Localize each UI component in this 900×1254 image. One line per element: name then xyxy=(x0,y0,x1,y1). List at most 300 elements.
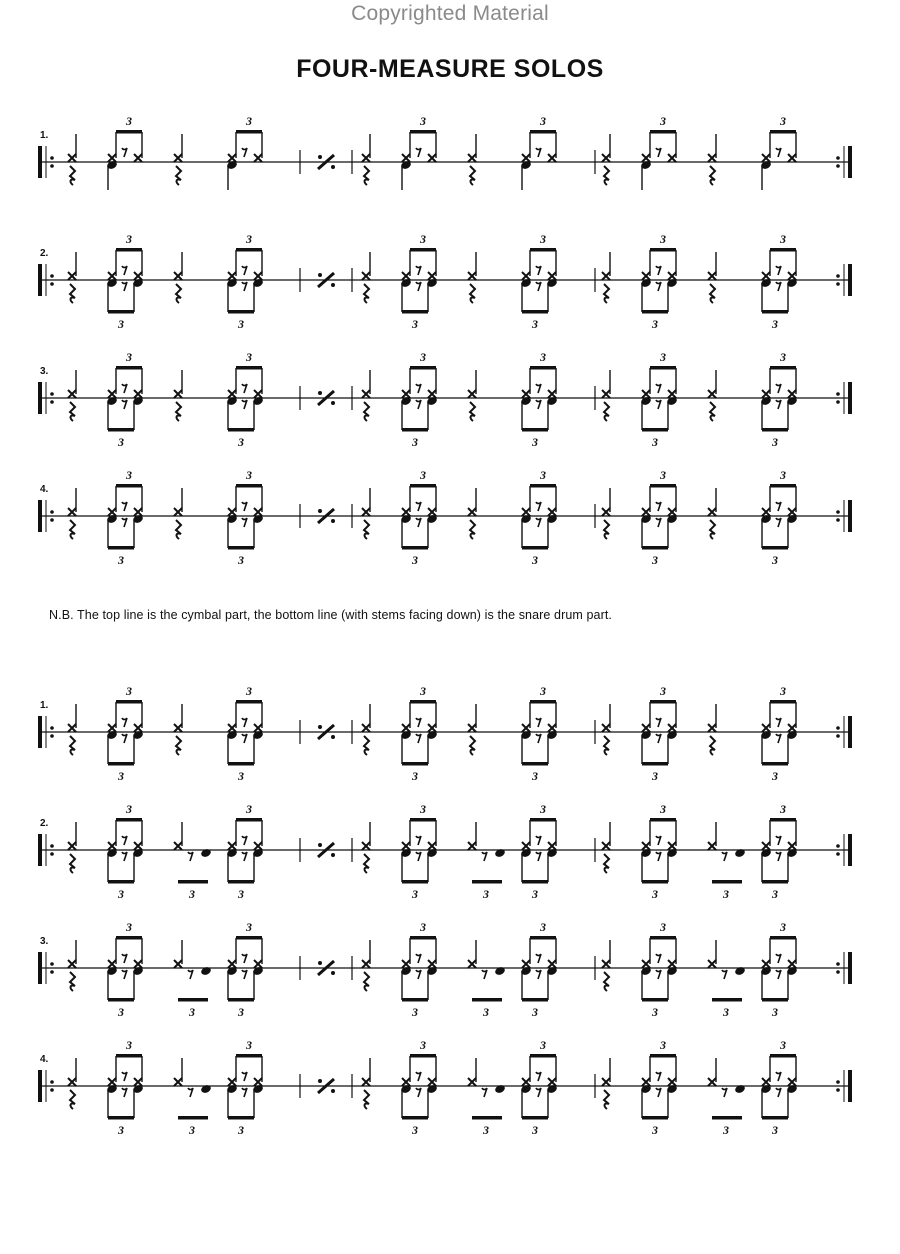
cymbal-x-notehead xyxy=(468,724,476,732)
solo-line-b3 xyxy=(0,916,900,1026)
cymbal-x-notehead xyxy=(174,154,182,162)
triplet-number: 3 xyxy=(780,920,786,934)
triplet-number: 3 xyxy=(780,468,786,482)
repeat-dot xyxy=(50,962,54,966)
triplet-number: 3 xyxy=(652,1005,658,1019)
triplet-number: 3 xyxy=(189,1123,195,1137)
cymbal-x-notehead xyxy=(428,1078,436,1086)
cymbal-beam xyxy=(236,248,262,252)
triplet-number: 3 xyxy=(118,769,124,783)
triplet-number: 3 xyxy=(772,317,778,331)
snare-beam xyxy=(762,310,788,314)
solo-line-b1 xyxy=(0,680,900,790)
quarter-rest xyxy=(604,736,609,755)
cymbal-beam xyxy=(530,484,556,488)
quarter-rest xyxy=(364,284,369,303)
snare-beam xyxy=(228,1116,254,1120)
eighth-rest xyxy=(656,282,661,291)
cymbal-x-notehead xyxy=(362,724,370,732)
quarter-rest xyxy=(70,520,75,539)
eighth-rest xyxy=(536,970,541,979)
cymbal-x-notehead xyxy=(254,1078,262,1086)
eighth-rest xyxy=(482,1088,487,1097)
snare-beam xyxy=(108,428,134,432)
quarter-rest xyxy=(70,736,75,755)
quarter-rest xyxy=(604,166,609,185)
triplet-number: 3 xyxy=(412,769,418,783)
solo-line-a4 xyxy=(0,464,900,574)
snare-beam xyxy=(228,762,254,766)
eighth-rest xyxy=(122,1088,127,1097)
cymbal-x-notehead xyxy=(362,154,370,162)
cymbal-x-notehead xyxy=(602,272,610,280)
cymbal-x-notehead xyxy=(228,154,236,162)
cymbal-x-notehead xyxy=(668,272,676,280)
cymbal-x-notehead xyxy=(468,1078,476,1086)
eighth-rest xyxy=(536,266,541,275)
eighth-rest xyxy=(122,282,127,291)
snare-beam xyxy=(178,1116,208,1120)
snare-beam xyxy=(472,998,502,1002)
triplet-number: 3 xyxy=(772,435,778,449)
cymbal-x-notehead xyxy=(228,724,236,732)
quarter-rest xyxy=(710,520,715,539)
cymbal-beam xyxy=(410,818,436,822)
eighth-rest xyxy=(242,384,247,393)
repeat-dot xyxy=(836,852,840,856)
line-number: 3. xyxy=(40,366,49,377)
cymbal-beam xyxy=(650,130,676,134)
cymbal-beam xyxy=(116,936,142,940)
cymbal-x-notehead xyxy=(788,390,796,398)
triplet-number: 3 xyxy=(780,1038,786,1052)
cymbal-x-notehead xyxy=(134,842,142,850)
eighth-rest xyxy=(656,400,661,409)
cymbal-x-notehead xyxy=(362,842,370,850)
quarter-rest xyxy=(70,972,75,991)
eighth-rest xyxy=(536,282,541,291)
triplet-number: 3 xyxy=(412,317,418,331)
cymbal-x-notehead xyxy=(468,390,476,398)
cymbal-x-notehead xyxy=(254,154,262,162)
triplet-number: 3 xyxy=(660,1038,666,1052)
cymbal-x-notehead xyxy=(228,842,236,850)
triplet-number: 3 xyxy=(483,1123,489,1137)
cymbal-x-notehead xyxy=(134,724,142,732)
triplet-number: 3 xyxy=(118,1123,124,1137)
cymbal-x-notehead xyxy=(402,508,410,516)
triplet-number: 3 xyxy=(126,350,132,364)
cymbal-x-notehead xyxy=(402,842,410,850)
cymbal-x-notehead xyxy=(602,842,610,850)
cymbal-x-notehead xyxy=(402,960,410,968)
triplet-number: 3 xyxy=(238,317,244,331)
measure-repeat-dot xyxy=(318,509,322,513)
cymbal-beam xyxy=(530,936,556,940)
quarter-rest xyxy=(364,736,369,755)
eighth-rest xyxy=(536,734,541,743)
cymbal-x-notehead xyxy=(468,508,476,516)
snare-beam xyxy=(642,998,668,1002)
cymbal-beam xyxy=(770,484,796,488)
eighth-rest xyxy=(122,400,127,409)
repeat-dot xyxy=(50,970,54,974)
eighth-rest xyxy=(242,734,247,743)
eighth-rest xyxy=(536,518,541,527)
cymbal-beam xyxy=(650,484,676,488)
triplet-number: 3 xyxy=(420,350,426,364)
note-text: N.B. The top line is the cymbal part, the bottom line (with stems facing down) is the snare drum part. xyxy=(49,608,612,622)
triplet-number: 3 xyxy=(126,1038,132,1052)
cymbal-x-notehead xyxy=(708,1078,716,1086)
quarter-rest xyxy=(364,1090,369,1109)
triplet-number: 3 xyxy=(660,802,666,816)
cymbal-x-notehead xyxy=(602,1078,610,1086)
snare-beam xyxy=(228,880,254,884)
cymbal-beam xyxy=(530,700,556,704)
cymbal-x-notehead xyxy=(668,390,676,398)
eighth-rest xyxy=(416,1072,421,1081)
cymbal-x-notehead xyxy=(402,1078,410,1086)
triplet-number: 3 xyxy=(246,350,252,364)
cymbal-beam xyxy=(116,818,142,822)
eighth-rest xyxy=(656,954,661,963)
measure-repeat-dot xyxy=(318,1079,322,1083)
cymbal-x-notehead xyxy=(174,390,182,398)
quarter-rest xyxy=(176,520,181,539)
snare-beam xyxy=(108,546,134,550)
cymbal-x-notehead xyxy=(548,390,556,398)
cymbal-beam xyxy=(236,818,262,822)
cymbal-x-notehead xyxy=(362,390,370,398)
cymbal-x-notehead xyxy=(548,842,556,850)
snare-beam xyxy=(402,880,428,884)
cymbal-beam xyxy=(770,130,796,134)
eighth-rest xyxy=(536,502,541,511)
cymbal-x-notehead xyxy=(762,1078,770,1086)
quarter-rest xyxy=(364,520,369,539)
cymbal-x-notehead xyxy=(762,842,770,850)
triplet-number: 3 xyxy=(532,317,538,331)
measure-repeat-dot xyxy=(318,273,322,277)
triplet-number: 3 xyxy=(412,553,418,567)
eighth-rest xyxy=(536,148,541,157)
repeat-dot xyxy=(50,274,54,278)
triplet-number: 3 xyxy=(246,920,252,934)
cymbal-x-notehead xyxy=(522,960,530,968)
cymbal-x-notehead xyxy=(428,508,436,516)
triplet-number: 3 xyxy=(540,802,546,816)
triplet-number: 3 xyxy=(246,684,252,698)
snare-beam xyxy=(472,880,502,884)
cymbal-x-notehead xyxy=(602,154,610,162)
repeat-dot xyxy=(50,726,54,730)
measure-repeat-dot xyxy=(331,971,335,975)
snare-beam xyxy=(108,762,134,766)
repeat-dot xyxy=(836,392,840,396)
triplet-number: 3 xyxy=(660,232,666,246)
triplet-number: 3 xyxy=(412,435,418,449)
repeat-dot xyxy=(50,400,54,404)
eighth-rest xyxy=(122,384,127,393)
triplet-number: 3 xyxy=(238,769,244,783)
eighth-rest xyxy=(242,282,247,291)
cymbal-x-notehead xyxy=(762,154,770,162)
cymbal-x-notehead xyxy=(642,154,650,162)
measure-repeat-dot xyxy=(331,283,335,287)
triplet-number: 3 xyxy=(540,684,546,698)
quarter-rest xyxy=(604,854,609,873)
cymbal-x-notehead xyxy=(548,272,556,280)
quarter-rest xyxy=(70,854,75,873)
measure-repeat-dot xyxy=(331,401,335,405)
cymbal-x-notehead xyxy=(468,960,476,968)
solo-line-a1 xyxy=(0,110,900,220)
cymbal-beam xyxy=(650,248,676,252)
quarter-rest xyxy=(470,166,475,185)
triplet-number: 3 xyxy=(483,887,489,901)
eighth-rest xyxy=(416,852,421,861)
snare-beam xyxy=(762,762,788,766)
cymbal-beam xyxy=(770,248,796,252)
cymbal-x-notehead xyxy=(108,390,116,398)
cymbal-x-notehead xyxy=(788,154,796,162)
cymbal-x-notehead xyxy=(68,960,76,968)
cymbal-beam xyxy=(530,130,556,134)
snare-beam xyxy=(108,998,134,1002)
cymbal-x-notehead xyxy=(362,272,370,280)
triplet-number: 3 xyxy=(652,769,658,783)
eighth-rest xyxy=(656,384,661,393)
cymbal-x-notehead xyxy=(468,154,476,162)
triplet-number: 3 xyxy=(532,1005,538,1019)
triplet-number: 3 xyxy=(532,435,538,449)
repeat-dot xyxy=(50,518,54,522)
cymbal-x-notehead xyxy=(548,724,556,732)
triplet-number: 3 xyxy=(412,887,418,901)
eighth-rest xyxy=(776,836,781,845)
cymbal-x-notehead xyxy=(174,272,182,280)
eighth-rest xyxy=(122,1072,127,1081)
eighth-rest xyxy=(776,518,781,527)
eighth-rest xyxy=(482,852,487,861)
eighth-rest xyxy=(242,148,247,157)
eighth-rest xyxy=(242,718,247,727)
cymbal-beam xyxy=(770,1054,796,1058)
triplet-number: 3 xyxy=(660,920,666,934)
measure-repeat-dot xyxy=(331,165,335,169)
eighth-rest xyxy=(416,970,421,979)
cymbal-beam xyxy=(770,366,796,370)
cymbal-x-notehead xyxy=(228,272,236,280)
line-number: 1. xyxy=(40,700,49,711)
snare-beam xyxy=(522,546,548,550)
line-number: 4. xyxy=(40,1054,49,1065)
cymbal-x-notehead xyxy=(108,508,116,516)
triplet-number: 3 xyxy=(780,232,786,246)
triplet-number: 3 xyxy=(246,468,252,482)
cymbal-x-notehead xyxy=(254,508,262,516)
cymbal-x-notehead xyxy=(642,508,650,516)
triplet-number: 3 xyxy=(126,920,132,934)
eighth-rest xyxy=(188,852,193,861)
cymbal-x-notehead xyxy=(134,390,142,398)
cymbal-beam xyxy=(530,1054,556,1058)
quarter-rest xyxy=(364,854,369,873)
snare-beam xyxy=(228,310,254,314)
triplet-number: 3 xyxy=(412,1005,418,1019)
cymbal-beam xyxy=(410,700,436,704)
cymbal-beam xyxy=(236,366,262,370)
snare-beam xyxy=(522,310,548,314)
cymbal-x-notehead xyxy=(228,508,236,516)
triplet-number: 3 xyxy=(660,114,666,128)
cymbal-beam xyxy=(236,700,262,704)
cymbal-x-notehead xyxy=(402,724,410,732)
cymbal-x-notehead xyxy=(548,154,556,162)
cymbal-beam xyxy=(770,818,796,822)
repeat-dot xyxy=(836,726,840,730)
eighth-rest xyxy=(416,518,421,527)
quarter-rest xyxy=(604,520,609,539)
snare-beam xyxy=(402,1116,428,1120)
cymbal-x-notehead xyxy=(548,508,556,516)
eighth-rest xyxy=(416,718,421,727)
snare-beam xyxy=(108,880,134,884)
snare-beam xyxy=(642,762,668,766)
cymbal-x-notehead xyxy=(108,960,116,968)
repeat-dot xyxy=(50,844,54,848)
cymbal-beam xyxy=(410,366,436,370)
snare-beam xyxy=(642,1116,668,1120)
solo-line-a2 xyxy=(0,228,900,338)
repeat-dot xyxy=(50,734,54,738)
line-number: 3. xyxy=(40,936,49,947)
cymbal-x-notehead xyxy=(708,842,716,850)
snare-beam xyxy=(642,428,668,432)
eighth-rest xyxy=(188,1088,193,1097)
cymbal-x-notehead xyxy=(134,1078,142,1086)
quarter-rest xyxy=(70,1090,75,1109)
triplet-number: 3 xyxy=(780,114,786,128)
cymbal-x-notehead xyxy=(428,390,436,398)
quarter-rest xyxy=(604,972,609,991)
cymbal-x-notehead xyxy=(428,154,436,162)
cymbal-beam xyxy=(236,936,262,940)
quarter-rest xyxy=(604,1090,609,1109)
cymbal-beam xyxy=(650,1054,676,1058)
cymbal-beam xyxy=(236,484,262,488)
quarter-rest xyxy=(70,284,75,303)
cymbal-x-notehead xyxy=(362,960,370,968)
cymbal-x-notehead xyxy=(668,960,676,968)
eighth-rest xyxy=(536,1072,541,1081)
quarter-rest xyxy=(710,402,715,421)
cymbal-beam xyxy=(236,1054,262,1058)
repeat-dot xyxy=(836,164,840,168)
cymbal-x-notehead xyxy=(708,272,716,280)
snare-beam xyxy=(228,428,254,432)
eighth-rest xyxy=(122,502,127,511)
eighth-rest xyxy=(242,970,247,979)
copyright-watermark: Copyrighted Material xyxy=(351,2,549,25)
snare-beam xyxy=(178,998,208,1002)
quarter-rest xyxy=(470,402,475,421)
quarter-rest xyxy=(710,284,715,303)
eighth-rest xyxy=(242,836,247,845)
triplet-number: 3 xyxy=(780,684,786,698)
eighth-rest xyxy=(776,954,781,963)
cymbal-x-notehead xyxy=(642,842,650,850)
cymbal-beam xyxy=(410,248,436,252)
cymbal-x-notehead xyxy=(642,272,650,280)
repeat-dot xyxy=(50,392,54,396)
snare-beam xyxy=(762,998,788,1002)
repeat-dot xyxy=(836,510,840,514)
triplet-number: 3 xyxy=(652,553,658,567)
triplet-number: 3 xyxy=(540,920,546,934)
quarter-rest xyxy=(470,736,475,755)
snare-beam xyxy=(108,310,134,314)
snare-beam xyxy=(402,428,428,432)
measure-repeat-dot xyxy=(318,843,322,847)
measure-repeat-dot xyxy=(331,853,335,857)
cymbal-x-notehead xyxy=(788,842,796,850)
triplet-number: 3 xyxy=(532,887,538,901)
eighth-rest xyxy=(416,148,421,157)
cymbal-x-notehead xyxy=(762,960,770,968)
triplet-number: 3 xyxy=(246,232,252,246)
cymbal-x-notehead xyxy=(668,724,676,732)
cymbal-x-notehead xyxy=(762,724,770,732)
triplet-number: 3 xyxy=(238,887,244,901)
eighth-rest xyxy=(656,148,661,157)
eighth-rest xyxy=(656,1072,661,1081)
eighth-rest xyxy=(536,1088,541,1097)
triplet-number: 3 xyxy=(660,350,666,364)
eighth-rest xyxy=(416,502,421,511)
triplet-number: 3 xyxy=(126,684,132,698)
snare-beam xyxy=(762,880,788,884)
cymbal-x-notehead xyxy=(254,390,262,398)
eighth-rest xyxy=(482,970,487,979)
triplet-number: 3 xyxy=(118,553,124,567)
triplet-number: 3 xyxy=(118,887,124,901)
cymbal-beam xyxy=(116,484,142,488)
triplet-number: 3 xyxy=(118,317,124,331)
eighth-rest xyxy=(122,148,127,157)
eighth-rest xyxy=(242,1072,247,1081)
cymbal-x-notehead xyxy=(68,390,76,398)
triplet-number: 3 xyxy=(126,468,132,482)
eighth-rest xyxy=(122,970,127,979)
eighth-rest xyxy=(242,400,247,409)
triplet-number: 3 xyxy=(772,1123,778,1137)
cymbal-x-notehead xyxy=(68,154,76,162)
cymbal-x-notehead xyxy=(602,508,610,516)
eighth-rest xyxy=(122,852,127,861)
eighth-rest xyxy=(416,836,421,845)
cymbal-x-notehead xyxy=(428,842,436,850)
cymbal-x-notehead xyxy=(428,272,436,280)
eighth-rest xyxy=(536,852,541,861)
eighth-rest xyxy=(122,954,127,963)
triplet-number: 3 xyxy=(540,350,546,364)
snare-beam xyxy=(402,546,428,550)
cymbal-x-notehead xyxy=(642,724,650,732)
eighth-rest xyxy=(416,266,421,275)
cymbal-beam xyxy=(650,366,676,370)
